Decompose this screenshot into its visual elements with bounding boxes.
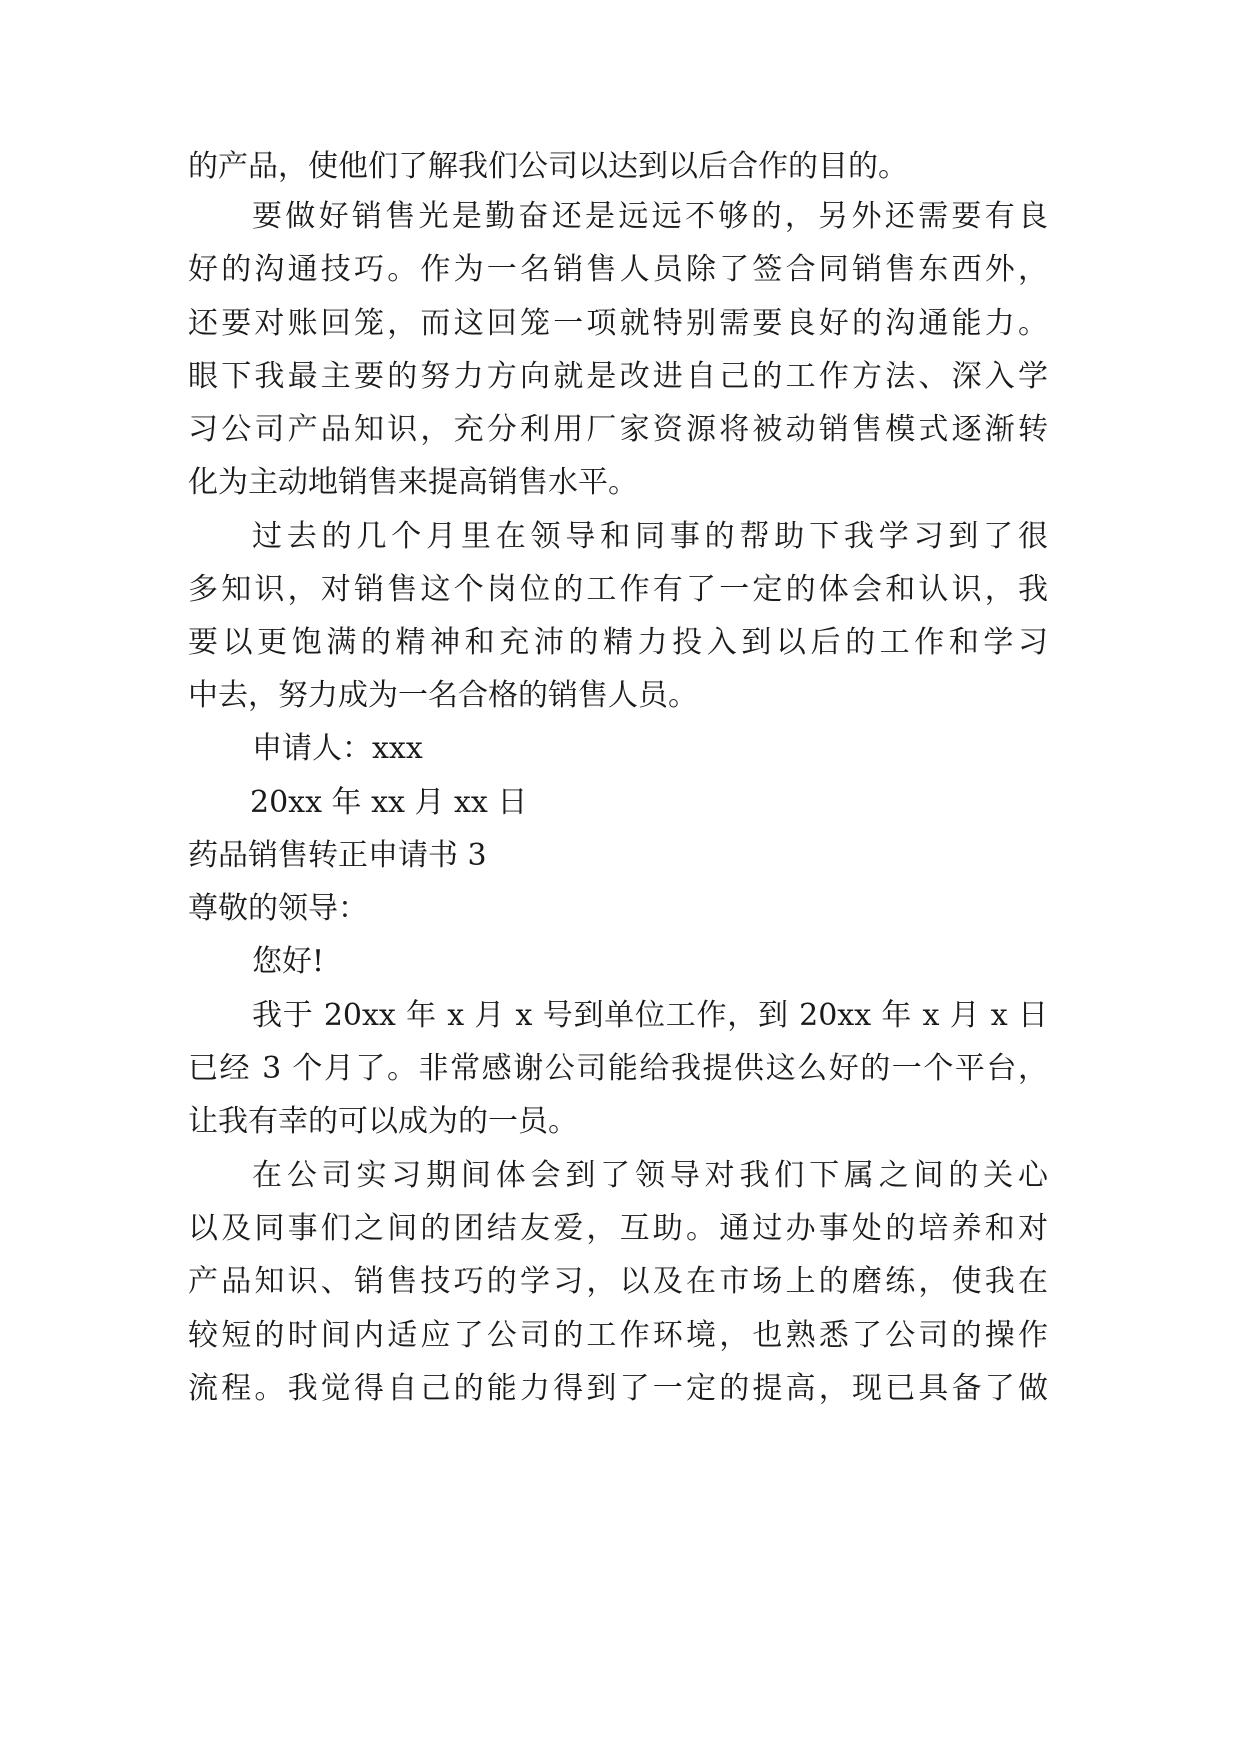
paragraph-line: 的产品，使他们了解我们公司以达到以后合作的目的。	[188, 149, 908, 184]
paragraph-line: 中去，努力成为一名合格的销售人员。	[188, 678, 698, 713]
salutation: 尊敬的领导：	[188, 891, 368, 926]
applicant-line: 申请人：xxx	[252, 731, 423, 766]
paragraph-line: 好的沟通技巧。作为一名销售人员除了签合同销售东西外，	[188, 252, 1048, 287]
paragraph-line: 要做好销售光是勤奋还是远远不够的，另外还需要有良	[252, 199, 1048, 234]
paragraph-line: 我于 20xx 年 x 月 x 号到单位工作，到 20xx 年 x 月 x 日	[252, 998, 1048, 1033]
paragraph-line: 还要对账回笼，而这回笼一项就特别需要良好的沟通能力。	[188, 306, 1048, 341]
paragraph-line: 过去的几个月里在领导和同事的帮助下我学习到了很	[252, 519, 1048, 554]
paragraph-line: 眼下我最主要的努力方向就是改进自己的工作方法、深入学	[188, 359, 1048, 394]
paragraph-line: 在公司实习期间体会到了领导对我们下属之间的关心	[252, 1158, 1048, 1193]
date-line: 20xx 年 xx 月 xx 日	[250, 785, 528, 820]
paragraph-line: 多知识，对销售这个岗位的工作有了一定的体会和认识，我	[188, 572, 1048, 607]
paragraph-line: 让我有幸的可以成为的一员。	[188, 1104, 578, 1139]
paragraph-line: 要以更饱满的精神和充沛的精力投入到以后的工作和学习	[188, 625, 1048, 660]
paragraph-line: 化为主动地销售来提高销售水平。	[188, 465, 638, 500]
section-title: 药品销售转正申请书 3	[188, 838, 487, 873]
paragraph-line: 流程。我觉得自己的能力得到了一定的提高，现已具备了做	[188, 1371, 1048, 1406]
paragraph-line: 以及同事们之间的团结友爱，互助。通过办事处的培养和对	[188, 1211, 1048, 1246]
paragraph-line: 较短的时间内适应了公司的工作环境，也熟悉了公司的操作	[188, 1318, 1048, 1353]
paragraph-line: 产品知识、销售技巧的学习，以及在市场上的磨练，使我在	[188, 1264, 1048, 1299]
greeting: 您好!	[252, 944, 325, 979]
paragraph-line: 已经 3 个月了。非常感谢公司能给我提供这么好的一个平台，	[188, 1051, 1048, 1086]
paragraph-line: 习公司产品知识，充分利用厂家资源将被动销售模式逐渐转	[188, 412, 1048, 447]
